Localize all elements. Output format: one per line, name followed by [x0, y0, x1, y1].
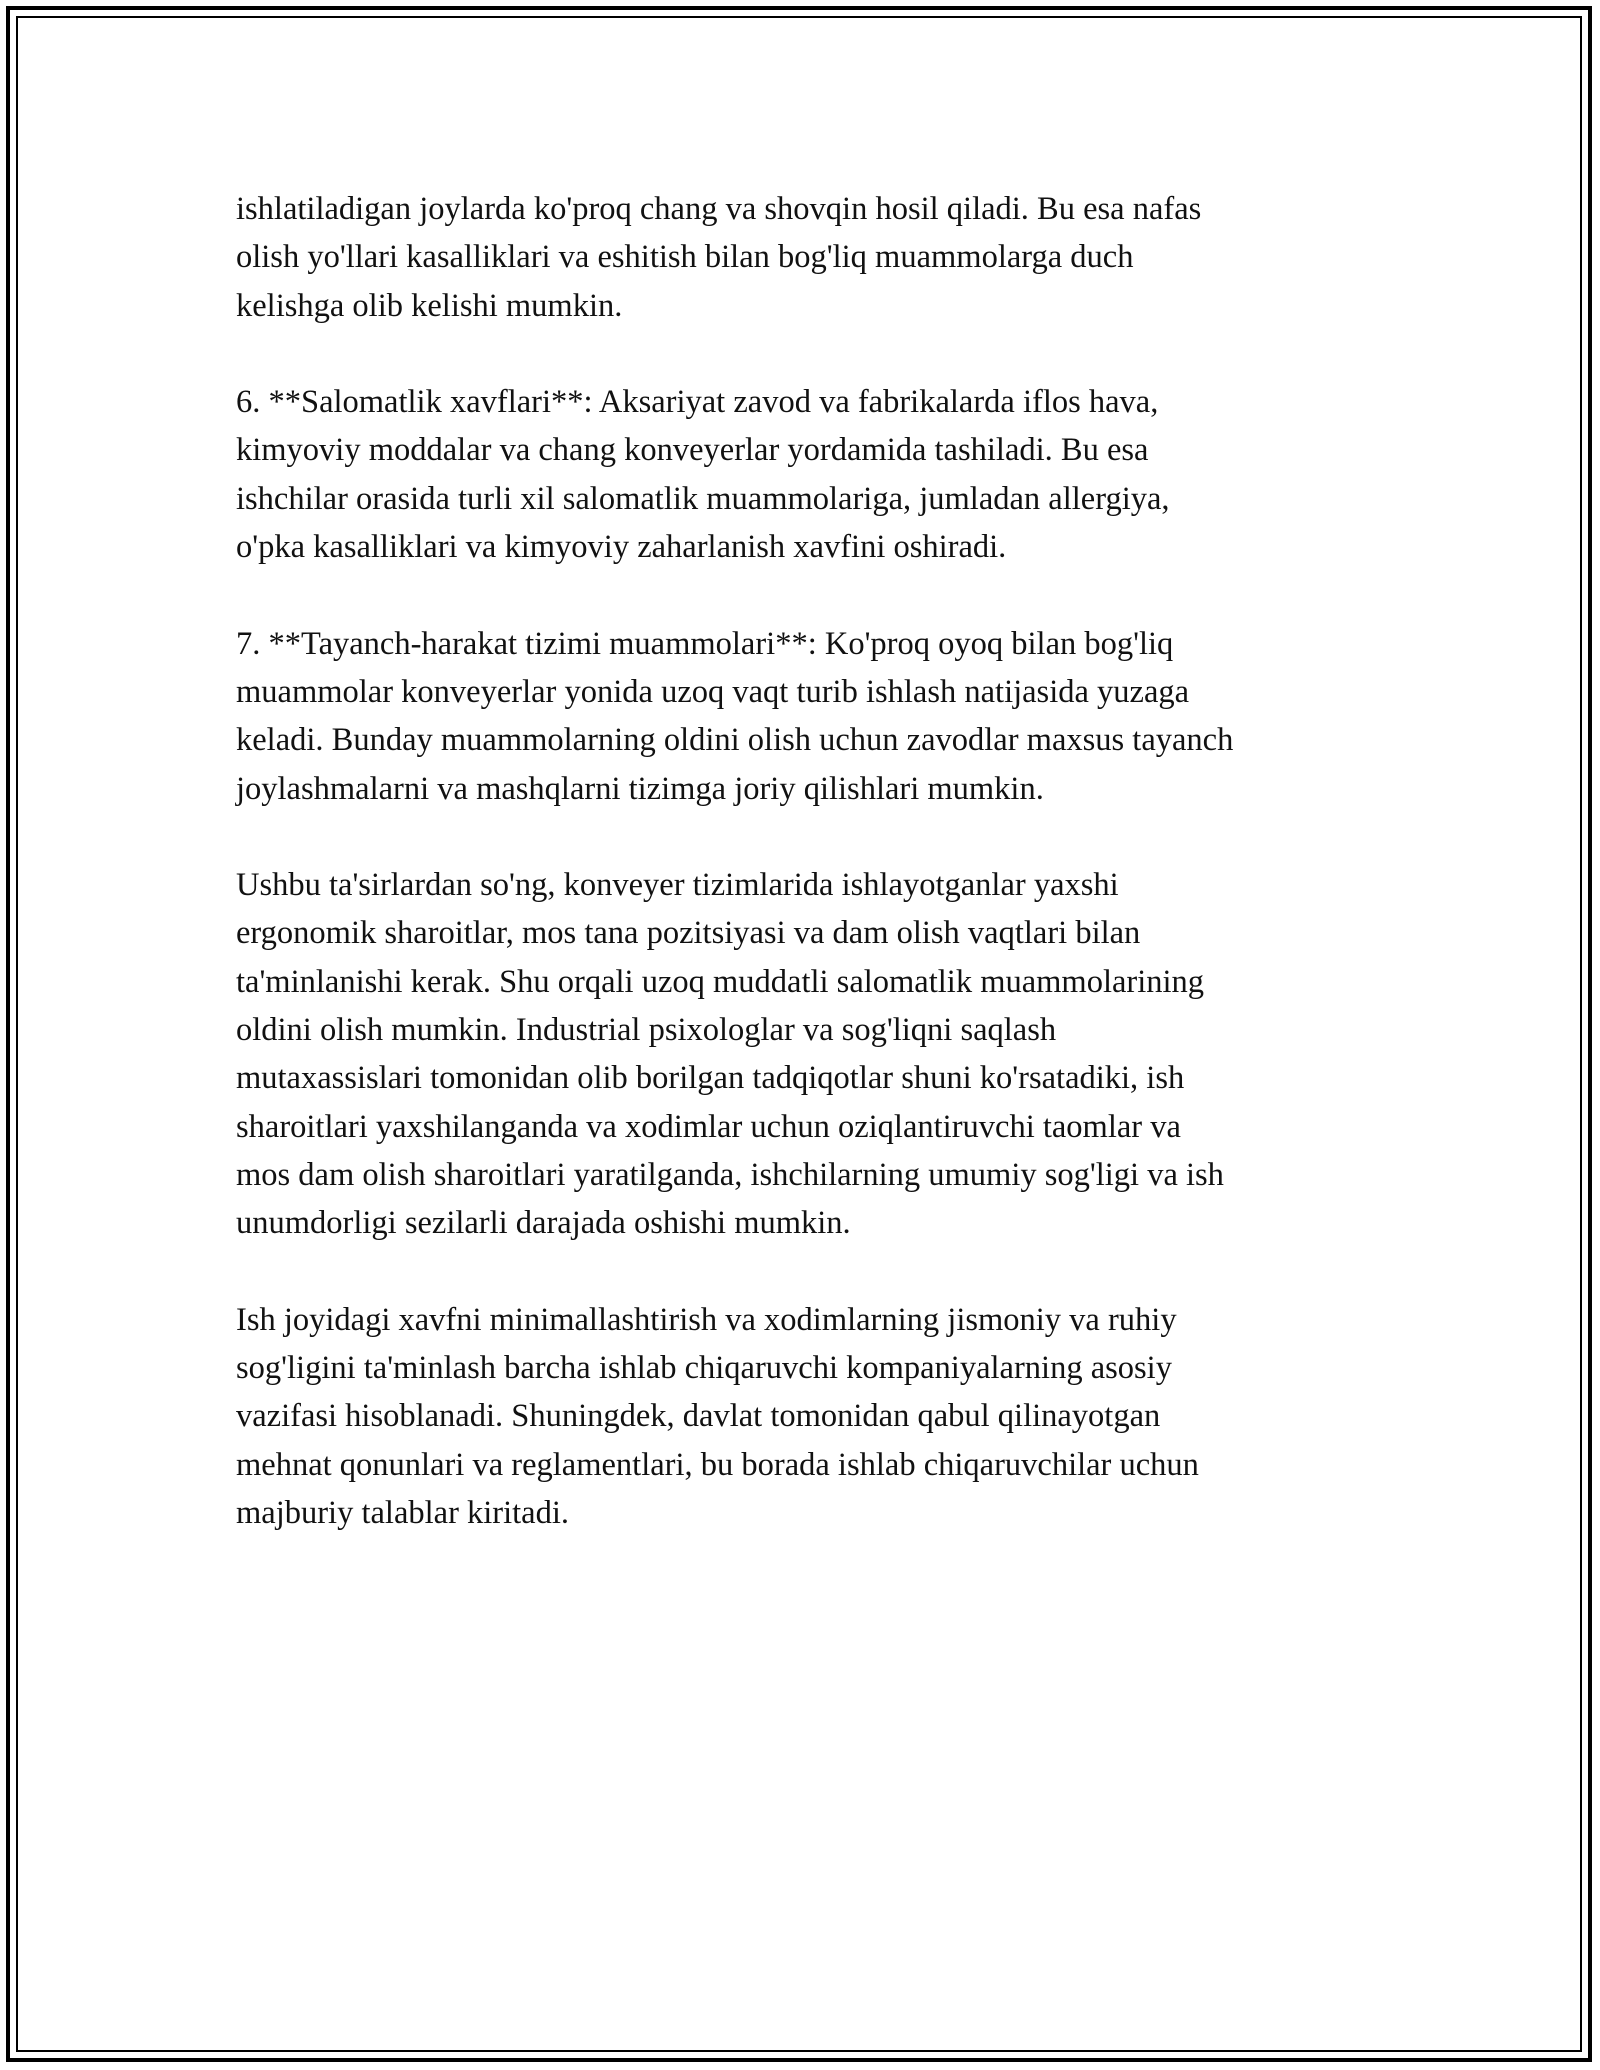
- paragraph-continuation: ishlatiladigan joylarda ko'proq chang va shovqin hosil qiladi. Bu esa nafas olish yo'llari kasalliklari va eshitish bilan bog'liq muammolarga duch kelishga olib kelishi mumkin.: [236, 191, 1202, 324]
- paragraph-conclusion: Ish joyidagi xavfni minimallashtirish va xodimlarning jismoniy va ruhiy sog'ligini ta'minlash barcha ishlab chiqaruvchi kompaniyalarning asosiy vazifasi hisoblanadi. Shuningdek, davlat tomonidan qabul qilinayotgan mehnat qonunlari va reglamentlari, bu borada ishlab chiqaruvchilar uchun majburiy talablar kiritadi.: [236, 1301, 1199, 1532]
- paragraph-item-7-musculoskeletal: 7. **Tayanch-harakat tizimi muammolari**: Ko'proq oyoq bilan bog'liq muammolar konveyerlar yonida uzoq vaqt turib ishlash natijasida yuzaga keladi. Bunday muammolarning oldini olish uchun zavodlar maxsus tayanch joylashmalarni va mashqlarni tizimga joriy qilishlari mumkin.: [236, 625, 1234, 807]
- document-body: [236, 185, 1386, 1586]
- paragraph-item-6-health-risks: 6. **Salomatlik xavflari**: Aksariyat zavod va fabrikalarda iflos hava, kimyoviy moddalar va chang konveyerlar yordamida tashiladi. Bu esa ishchilar orasida turli xil salomatlik muammolariga, jumladan allergiya, o'pka kasalliklari va kimyoviy zaharlanish xavfini oshiradi.: [236, 384, 1170, 566]
- paragraph-recommendations: Ushbu ta'sirlardan so'ng, konveyer tizimlarida ishlayotganlar yaxshi ergonomik sharoitlar, mos tana pozitsiyasi va dam olish vaqtlari bilan ta'minlanishi kerak. Shu orqali uzoq muddatli salomatlik muammolarining oldini olish mumkin. Industrial psixologlar va sog'liqni saqlash mutaxassislari tomonidan olib borilgan tadqiqotlar shuni ko'rsatadiki, ish sharoitlari yaxshilanganda va xodimlar uchun oziqlantiruvchi taomlar va mos dam olish sharoitlari yaratilganda, ishchilarning umumiy sog'ligi va ish unumdorligi sezilarli darajada oshishi mumkin.: [236, 867, 1224, 1242]
